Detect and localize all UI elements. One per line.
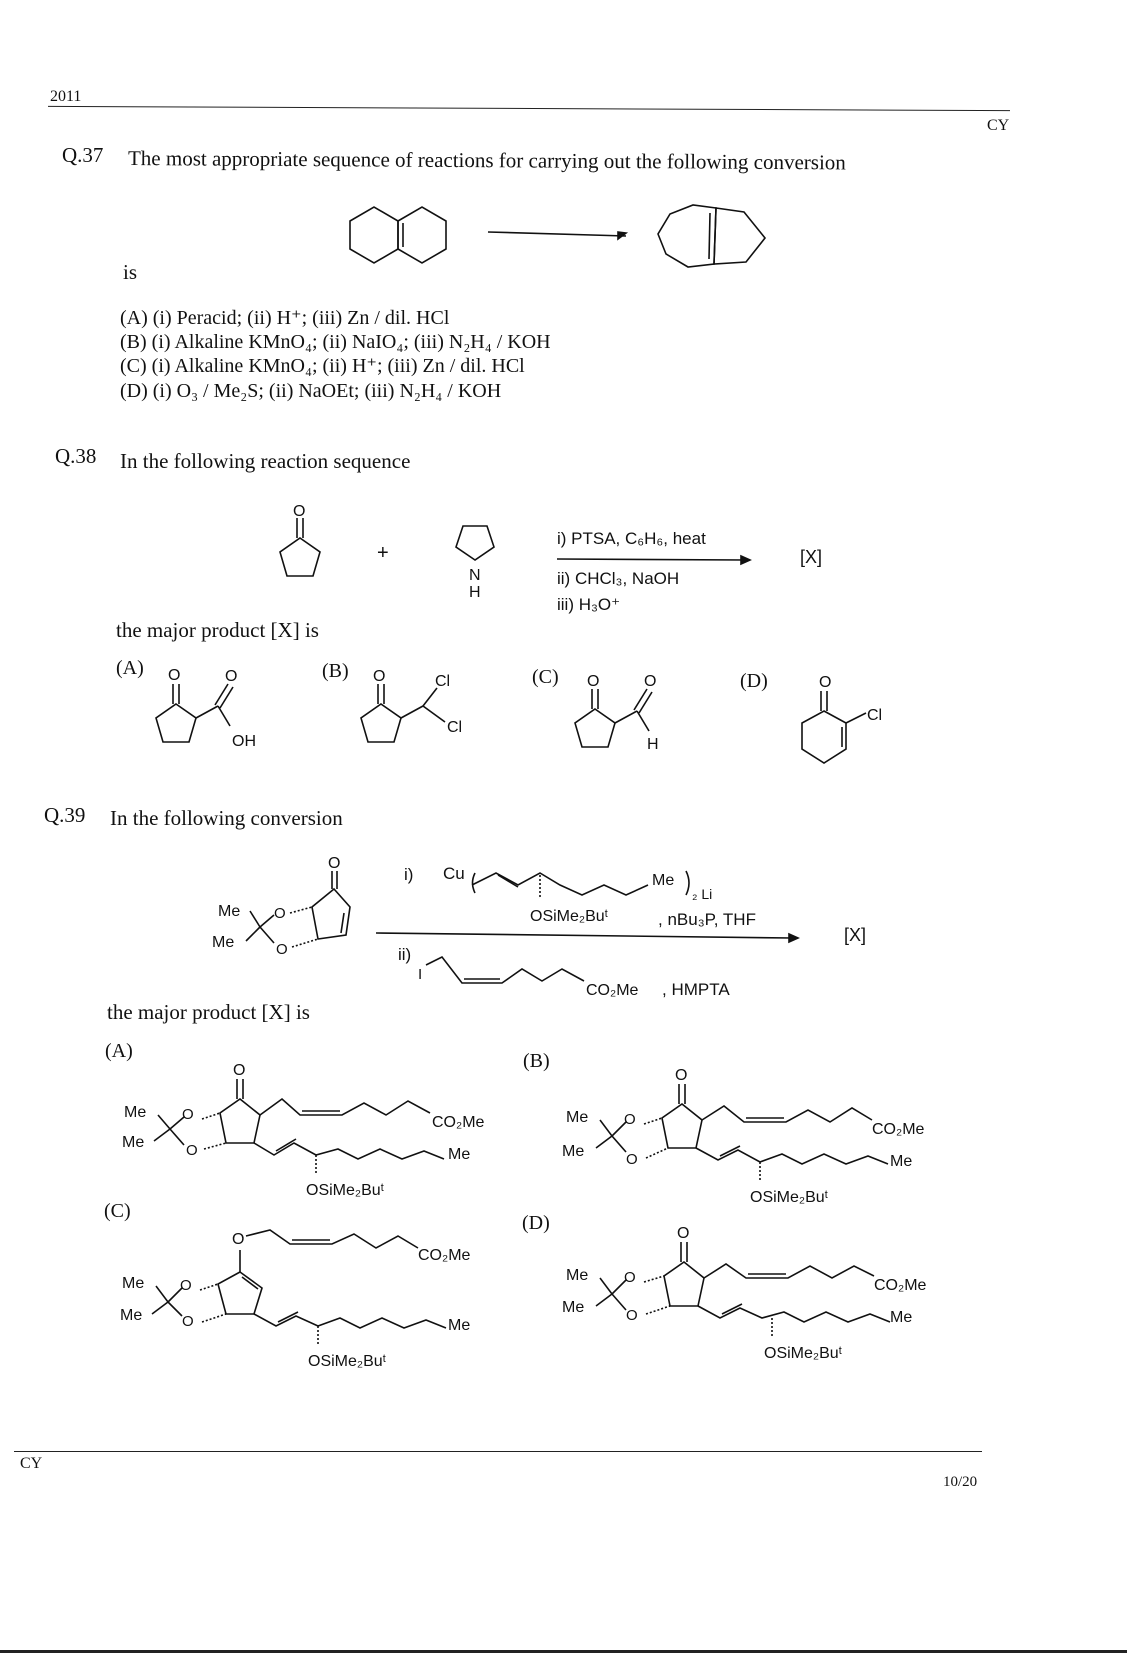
q38-reagent-2: ii) CHCl₃, NaOH [557,569,680,588]
q38-option-b-cl-2: Cl [447,719,463,736]
q38-option-c-structure [555,675,695,775]
q38-option-b-label: (B) [322,660,349,682]
svg-text:O: O [624,1111,636,1128]
q39-reagent-2-tail: , HMPTA [662,980,730,999]
q39-number: Q.39 [44,803,86,827]
q37-option-c-text: (i) Alkaline KMnO₄; (ii) H⁺; (iii) Zn / dil. HCl [151,355,525,377]
header-rule [48,106,1010,111]
q38-pyrrolidine-n: N [469,567,481,584]
q39-cuprate-2li: ₂ Li [692,886,713,902]
q39-option-a-structure [118,1055,518,1205]
q38-reaction-scheme [270,500,830,620]
svg-text:O: O [644,673,657,690]
svg-text:O: O [624,1269,636,1286]
q38-option-b-cl-1: Cl [435,673,451,690]
q38-reagent-1: i) PTSA, C₆H₆, heat [557,529,706,548]
svg-text:CO₂Me: CO₂Me [874,1277,927,1294]
q37-product-double-bond [709,213,710,259]
q37-option-c [120,354,525,378]
q39-iodide-i: I [418,966,423,983]
svg-text:Me: Me [122,1275,145,1292]
svg-text:Me: Me [448,1146,471,1163]
footer-paper-code: CY [20,1455,43,1472]
q38-question: the major product [X] is [116,618,319,642]
q37-option-a-label: (A) [120,307,148,329]
q39-arrow [376,933,792,938]
header-year: 2011 [50,88,82,105]
q39-step-1-label: i) [404,865,414,884]
q39-option-a-label: (A) [105,1040,133,1062]
svg-text:O: O [626,1151,638,1168]
svg-text:Me: Me [120,1307,143,1324]
svg-text:OSiMe₂Buᵗ: OSiMe₂Buᵗ [750,1189,829,1206]
q38-option-d-label: (D) [740,670,768,692]
q38-pyrrolidine-ring [456,526,494,560]
svg-text:CO₂Me: CO₂Me [872,1121,925,1138]
svg-text:Me: Me [212,934,235,951]
svg-text:O: O [182,1313,194,1330]
q39-reagent-1-me: Me [652,872,675,889]
svg-text:O: O [276,941,288,958]
q39-step-2-label: ii) [398,945,412,964]
q38-option-d-cl: Cl [867,707,883,724]
q37-option-a-text: (i) Peracid; (ii) H⁺; (iii) Zn / dil. HCl [152,307,450,329]
q39-option-c-label: (C) [104,1200,131,1222]
q37-arrow [488,232,626,236]
q39-reagent-2-ester: CO₂Me [586,982,639,999]
svg-text:O: O [587,673,600,690]
q38-arrow [557,559,746,560]
q39-cuprate-cu: Cu [443,864,465,883]
q37-option-b [120,330,551,354]
q37-option-b-label: (B) [120,331,147,353]
q39-option-d-structure [560,1222,960,1372]
svg-text:O: O [186,1142,198,1159]
q39-reagent-1-otbs: OSiMe₂Buᵗ [530,908,609,925]
q38-option-b-structure [345,670,485,770]
q38-text: In the following reaction sequence [120,449,411,473]
q37-reactant-ring-left [350,207,398,263]
svg-text:Me: Me [890,1153,913,1170]
svg-text:O: O [225,668,238,685]
q39-option-d-label: (D) [522,1212,550,1234]
q37-reactant-ring-right [398,207,446,263]
svg-text:O: O [232,1231,245,1248]
svg-text:OSiMe₂Buᵗ: OSiMe₂Buᵗ [764,1345,843,1362]
svg-text:Me: Me [566,1109,589,1126]
q37-option-a [120,306,449,330]
q38-product-x: [X] [800,547,823,567]
q39-option-c-structure [118,1222,518,1372]
q39-reaction-scheme [200,855,900,1015]
q37-reaction-scheme [340,190,780,280]
svg-text:OSiMe₂Buᵗ: OSiMe₂Buᵗ [306,1182,385,1199]
svg-text:Me: Me [562,1299,585,1316]
q39-arrowhead [789,934,798,942]
svg-text:O: O [626,1307,638,1324]
svg-text:CO₂Me: CO₂Me [418,1247,471,1264]
q37-is: is [123,260,138,284]
q38-option-d-structure [790,675,900,775]
q38-option-a-oh: OH [232,733,256,750]
q37-option-d-text: (i) O₃ / Me₂S; (ii) NaOEt; (iii) N₂H₄ / KOH [152,380,502,402]
svg-text:Me: Me [566,1267,589,1284]
svg-text:O: O [274,905,286,922]
svg-text:Me: Me [562,1143,585,1160]
svg-text:O: O [182,1106,194,1123]
q37-product-ring-seven [658,205,716,267]
q38-pyrrolidine-h: H [469,584,481,601]
svg-text:Me: Me [448,1317,471,1334]
q38-option-c-label: (C) [532,666,559,688]
q38-cyclopentanone-ring [280,538,320,576]
q39-product-x: [X] [844,925,867,945]
svg-text:Me: Me [890,1309,913,1326]
q37-product-ring-five [714,208,765,264]
q37-option-d-label: (D) [120,380,148,402]
q39-option-b-structure [560,1060,960,1210]
svg-text:Me: Me [218,903,241,920]
q38-plus: + [377,542,389,564]
q38-option-c-h: H [647,736,659,753]
svg-text:O: O [168,667,181,684]
footer-page-number: 10/20 [943,1474,978,1490]
q38-reagent-3: iii) H₃O⁺ [557,595,621,614]
q38-option-a-label: (A) [116,657,144,679]
q37-option-b-text: (i) Alkaline KMnO₄; (ii) NaIO₄; (iii) N₂H₄ / KOH [151,331,551,353]
svg-text:Me: Me [122,1134,145,1151]
svg-text:O: O [373,668,386,685]
q39-question: the major product [X] is [107,1000,310,1024]
svg-text:O: O [677,1225,690,1242]
svg-text:O: O [819,674,832,691]
q37-option-c-label: (C) [120,355,147,377]
svg-text:O: O [328,855,341,872]
svg-text:CO₂Me: CO₂Me [432,1114,485,1131]
svg-text:OSiMe₂Buᵗ: OSiMe₂Buᵗ [308,1353,387,1370]
footer-rule [14,1451,982,1452]
svg-text:O: O [180,1277,192,1294]
q37-text: The most appropriate sequence of reactions for carrying out the following conversion [127,146,846,175]
q38-option-a-structure [140,660,280,760]
q37-number: Q.37 [62,143,104,167]
svg-text:O: O [233,1062,246,1079]
scan-edge-line [0,1650,1127,1653]
q39-option-b-label: (B) [523,1050,550,1072]
q38-number: Q.38 [55,444,97,468]
q39-text: In the following conversion [110,806,343,830]
q38-arrowhead [741,556,750,564]
svg-text:O: O [675,1067,688,1084]
svg-text:Me: Me [124,1104,147,1121]
q38-carbonyl-o: O [293,503,306,520]
header-paper-code: CY [987,117,1010,134]
q37-option-d [120,379,501,403]
q39-reagent-1-tail: , nBu₃P, THF [658,910,756,929]
